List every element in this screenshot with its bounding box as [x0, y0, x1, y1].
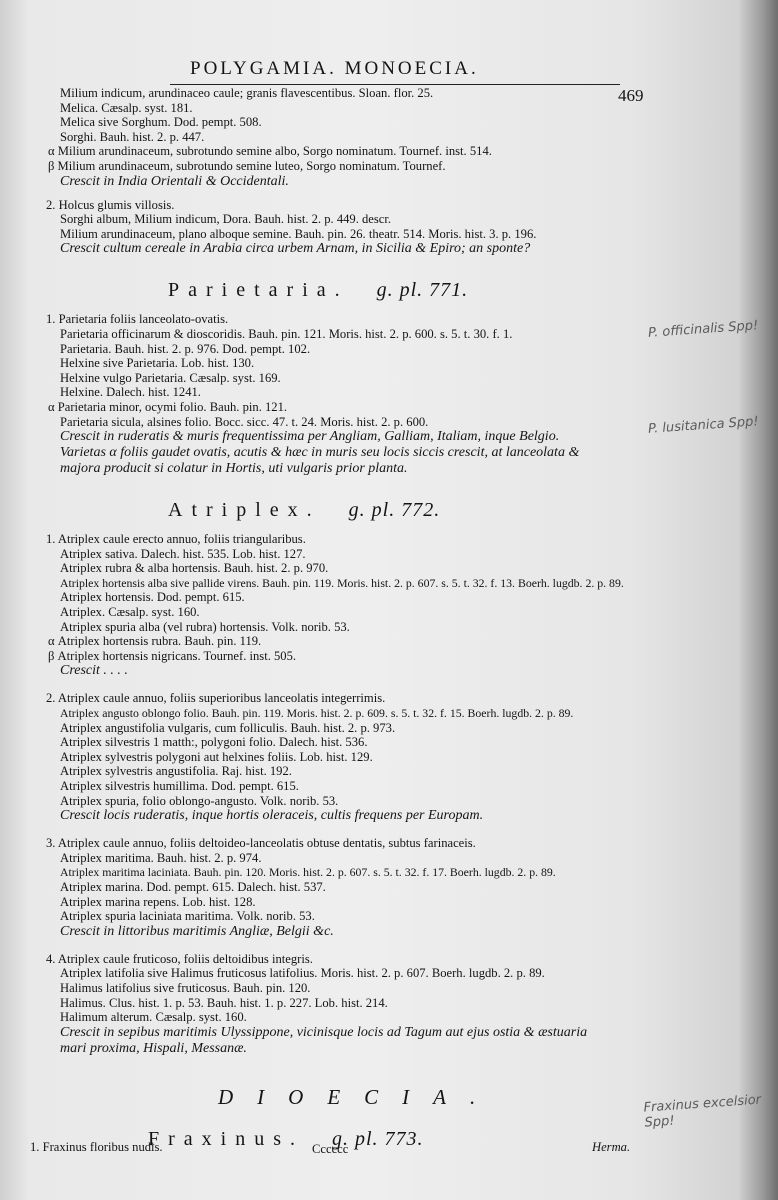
class-title: DIOECIA.	[218, 1084, 500, 1109]
species-heading: 1. Parietaria foliis lanceolato-ovatis.	[46, 312, 229, 327]
crescit-line: Crescit . . . .	[60, 663, 128, 679]
text-line: Halimum alterum. Cæsalp. syst. 160.	[60, 1010, 247, 1025]
text-line: Atriplex hortensis alba sive pallide virens. Bauh. pin. 119. Moris. hist. 2. p. 607. s. 5. t. 32. f. 13. Boerh. lugdb. 2. p. 89.	[60, 575, 624, 590]
text-line: Atriplex spuria laciniata maritima. Volk. norib. 53.	[60, 909, 315, 924]
species-block	[38, 691, 678, 824]
text-line: Helxine vulgo Parietaria. Cæsalp. syst. 169.	[60, 370, 281, 385]
text-line: Atriplex marina repens. Lob. hist. 128.	[60, 894, 256, 909]
text-line: Sorghi album, Milium indicum, Dora. Bauh. hist. 2. p. 449. descr.	[60, 212, 392, 227]
text-line: Halimus latifolius sive fruticosus. Bauh. pin. 120.	[60, 980, 311, 995]
text-line: Atriplex spuria, folio oblongo-angusto. Volk. norib. 53.	[60, 793, 339, 808]
genus-reference: g. pl. 771.	[376, 279, 469, 302]
crescit-line: Crescit locis ruderatis, inque hortis oleraceis, cultis frequens per Europam.	[60, 808, 484, 824]
species-block	[38, 836, 678, 940]
crescit-line: Crescit in sepibus maritimis Ulyssippone, vicinisque locis ad Tagum aut ejus ostia & æstuaria	[60, 1024, 588, 1040]
spacer	[38, 190, 678, 198]
page-number: 469	[618, 86, 644, 105]
text-line: Atriplex angustifolia vulgaris, cum folliculis. Bauh. hist. 2. p. 973.	[60, 720, 396, 735]
signature-mark: Cccccc	[312, 1142, 349, 1156]
text-line: Helxine sive Parietaria. Lob. hist. 130.	[60, 356, 255, 371]
text-line: Atriplex rubra & alba hortensis. Bauh. hist. 2. p. 970.	[60, 561, 329, 576]
text-line: Atriplex latifolia sive Halimus fruticosus latifolius. Moris. hist. 2. p. 607. Boerh. lugdb. 2. p. 89.	[60, 966, 545, 981]
species-block	[38, 532, 678, 679]
text-line: Atriplex maritima laciniata. Bauh. pin. 120. Moris. hist. 2. p. 607. s. 5. t. 32. f. 17. Boerh. lugdb. 2. p. 89.	[60, 865, 556, 880]
text-line: Melica. Cæsalp. syst. 181.	[60, 100, 193, 115]
page-content	[38, 86, 678, 1151]
handwritten-note: Fraxinus excelsior Spp!	[643, 1092, 762, 1131]
handwritten-note: P. officinalis Spp!	[647, 318, 759, 341]
text-line: β Milium arundinaceum, subrotundo semine luteo, Sorgo nominatum. Tournef.	[48, 158, 446, 173]
holcus-section	[38, 86, 678, 257]
species-heading: 3. Atriplex caule annuo, foliis deltoideo-lanceolatis obtuse dentatis, subtus farinaceis.	[46, 836, 476, 851]
text-line: Atriplex silvestris humillima. Dod. pempt. 615.	[60, 779, 299, 793]
page-gutter	[740, 0, 778, 1200]
species-heading: 1. Atriplex caule erecto annuo, foliis triangularibus.	[46, 532, 306, 547]
text-line: Atriplex marina. Dod. pempt. 615. Dalech. hist. 537.	[60, 879, 326, 894]
text-line: Milium arundinaceum, plano alboque semine. Bauh. pin. 26. theatr. 514. Moris. hist. 3. p. 196.	[60, 226, 537, 241]
crescit-line: majora producit si colatur in Hortis, uti vulgaris prior planta.	[60, 461, 408, 477]
species-heading: 2. Atriplex caule annuo, foliis superioribus lanceolatis integerrimis.	[46, 691, 386, 706]
crescit-line: Crescit in littoribus maritimis Angliæ, Belgii &c.	[60, 923, 334, 939]
genus-reference: g. pl. 772.	[348, 499, 441, 522]
catchword: Herma.	[592, 1140, 631, 1154]
text-line: Atriplex sativa. Dalech. hist. 535. Lob. hist. 127.	[60, 546, 306, 561]
text-line: Atriplex sylvestris angustifolia. Raj. hist. 192.	[60, 764, 292, 779]
text-line: β Atriplex hortensis nigricans. Tournef. inst. 505.	[48, 648, 297, 663]
crescit-line: Varietas α foliis gaudet ovatis, acutis & hæc in muris seu locis siccis crescit, at lanceolata &	[60, 445, 580, 461]
crescit-line: Crescit in ruderatis & muris frequentissima per Angliam, Galliam, Italiam, inque Belgio.	[60, 429, 560, 445]
text-line: Atriplex maritima. Bauh. hist. 2. p. 974.	[60, 850, 262, 865]
species-block	[38, 952, 678, 1057]
text-line: Melica sive Sorghum. Dod. pempt. 508.	[60, 115, 262, 130]
text-line: α Atriplex hortensis rubra. Bauh. pin. 119.	[48, 634, 262, 649]
genus-name: Atriplex.	[168, 499, 321, 522]
text-line: Parietaria officinarum & dioscoridis. Bauh. pin. 121. Moris. hist. 2. p. 600. s. 5. t. 30. f. 1.	[60, 326, 513, 341]
text-line: Atriplex sylvestris polygoni aut helxines foliis. Lob. hist. 129.	[60, 749, 373, 764]
text-line: α Parietaria minor, ocymi folio. Bauh. pin. 121.	[48, 399, 288, 414]
genus-title-atriplex	[168, 499, 678, 522]
genus-name: Parietaria.	[168, 279, 349, 302]
text-line: Atriplex. Cæsalp. syst. 160.	[60, 605, 200, 620]
species-heading: 4. Atriplex caule fruticoso, foliis deltoidibus integris.	[46, 951, 313, 966]
page-footer	[30, 1140, 670, 1160]
crescit-line: Crescit in India Orientali & Occidentali.	[60, 173, 289, 189]
genus-title-parietaria	[168, 279, 678, 302]
text-line: Halimus. Clus. hist. 1. p. 53. Bauh. hist. 1. p. 227. Lob. hist. 214.	[60, 995, 388, 1010]
text-line: Parietaria sicula, alsines folio. Bocc. sicc. 47. t. 24. Moris. hist. 2. p. 600.	[60, 414, 429, 429]
crescit-line: mari proxima, Hispali, Messanæ.	[60, 1040, 247, 1056]
text-line: Helxine. Dalech. hist. 1241.	[60, 385, 201, 400]
text-line: Atriplex silvestris 1 matth:, polygoni folio. Dalech. hist. 536.	[60, 735, 368, 750]
text-line: Atriplex hortensis. Dod. pempt. 615.	[60, 590, 245, 605]
species-heading: 1. Fraxinus floribus nudis.	[30, 1140, 163, 1154]
species-heading: 2. Holcus glumis villosis.	[46, 197, 175, 212]
header-rule	[170, 84, 620, 85]
text-line: Parietaria. Bauh. hist. 2. p. 976. Dod. pempt. 102.	[60, 341, 311, 356]
genus-reference: g. pl. 773.	[332, 1127, 424, 1150]
text-line: Atriplex spuria alba (vel rubra) hortensis. Volk. norib. 53.	[60, 619, 350, 634]
crescit-line: Crescit cultum cereale in Arabia circa urbem Arnam, in Sicilia & Epiro; an sponte?	[60, 241, 531, 257]
text-line: α Milium arundinaceum, subrotundo semine albo, Sorgo nominatum. Tournef. inst. 514.	[48, 144, 492, 159]
atriplex-section	[38, 532, 678, 1057]
text-line: Atriplex angusto oblongo folio. Bauh. pin. 119. Moris. hist. 2. p. 609. s. 5. t. 32. f. 15. Boerh. lugdb. 2. p. 89.	[60, 706, 574, 721]
text-line: Milium indicum, arundinaceo caule; granis flavescentibus. Sloan. flor. 25.	[60, 86, 434, 100]
running-title: POLYGAMIA. MONOECIA.	[190, 58, 479, 79]
genus-name: Fraxinus.	[148, 1127, 304, 1150]
handwritten-note: P. lusitanica Spp!	[647, 414, 760, 437]
running-head	[0, 0, 740, 105]
text-line: Sorghi. Bauh. hist. 2. p. 447.	[60, 129, 205, 144]
parietaria-section	[38, 312, 678, 477]
